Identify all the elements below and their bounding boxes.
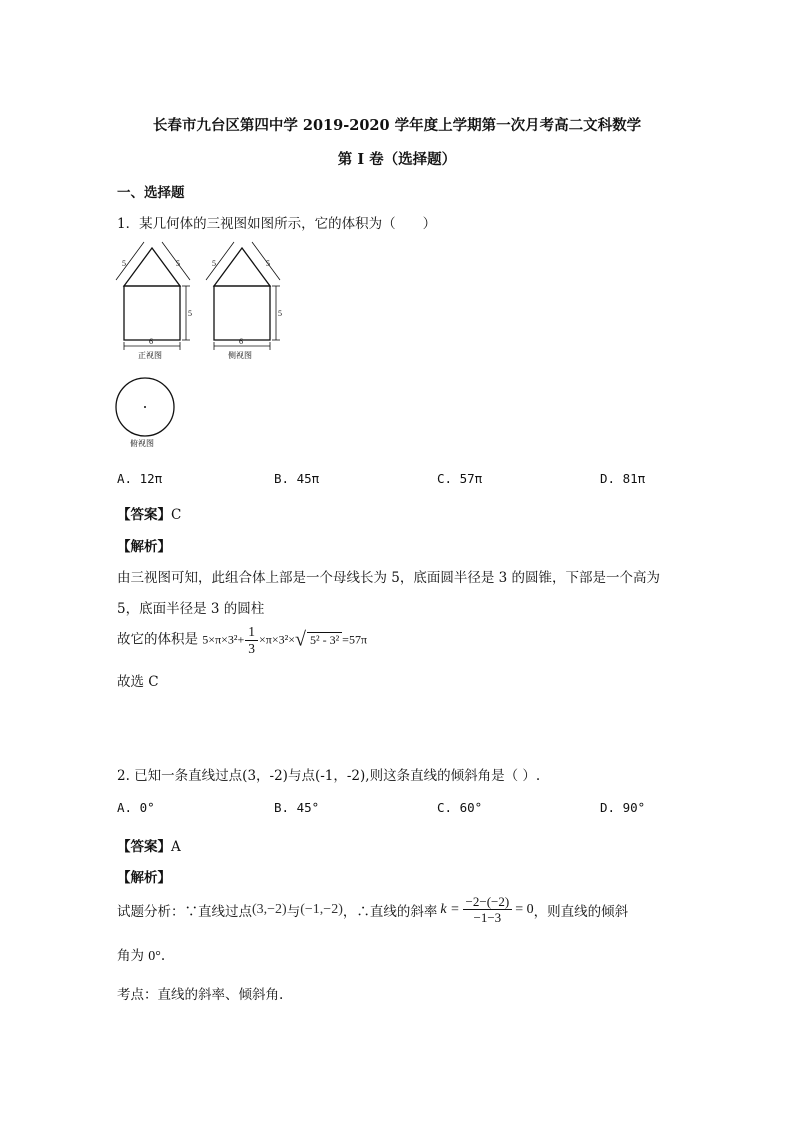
slope-numerator: −2−(−2) [463,895,513,910]
three-view-figure [112,240,292,455]
front-slant-right: 5 [176,259,180,268]
q2-stem: 2. 已知一条直线过点(3，-2)与点(-1，-2),则这条直线的倾斜角是（ ）. [117,768,541,784]
therefore-slope: ，∴直线的斜率 [342,903,438,920]
q2-analysis-line2 [117,944,165,965]
slope-fraction [463,895,513,924]
analysis-lead: 试题分析：∵直线过点 [117,903,252,920]
q2-option-b: B. 45° [274,800,320,815]
front-width: 6 [149,337,153,346]
q1-option-a: A. 12π [117,471,163,486]
side-slant-left: 5 [212,259,216,268]
q1-option-b: B. 45π [274,471,320,486]
q2-option-d: D. 90° [600,800,646,815]
document-title: 长春市九台区第四中学 2019-2020 学年度上学期第一次月考高二文科数学 [152,117,642,134]
slope-k: k = [440,901,460,917]
q2-answer-value: A [171,839,181,855]
top-view-label: 俯视图 [130,439,154,448]
q1-answer [117,503,181,523]
q1-option-d: D. 81π [600,471,646,486]
side-width: 6 [239,337,243,346]
q1-analysis-line2: 5，底面半径是 3 的圆柱 [117,601,265,617]
q2-option-a: A. 0° [117,800,155,815]
radical-sign: √ [294,628,306,651]
front-height: 5 [188,309,192,318]
angle-end: . [160,948,166,964]
part-title: 第 I 卷（选择题） [337,151,457,168]
connector-and: 与 [286,903,301,920]
q2-answer [117,835,181,855]
front-slant-left: 5 [122,259,126,268]
q1-volume-formula [117,625,367,655]
q1-option-c: C. 57π [437,471,483,486]
angle-value: 0° [148,949,161,964]
fraction-denominator: 3 [248,640,256,656]
volume-result: =57π [342,632,367,647]
q2-kaodian: 考点：直线的斜率、倾斜角. [117,987,284,1003]
slope-result: = 0 [515,901,534,917]
slope-denominator: −1−3 [473,910,502,925]
q2-answer-tag: 【答案】 [117,839,171,855]
volume-part1: 5×π×3²+ [202,632,245,647]
side-height: 5 [278,309,282,318]
front-view-label: 正视图 [138,351,162,360]
top-view [116,378,174,448]
q2-option-c: C. 60° [437,800,483,815]
volume-part2: ×π×3²× [259,632,295,647]
q1-stem: 1．某几何体的三视图如图所示，它的体积为（ ） [117,216,437,232]
angle-lead: 角为 [117,948,144,964]
q1-analysis-line1: 由三视图可知，此组合体上部是一个母线长为 5，底面圆半径是 3 的圆锥，下部是一个高为 [117,570,661,586]
q1-analysis-tag: 【解析】 [117,539,171,555]
analysis-tail: ，则直线的倾斜 [533,903,629,920]
q1-answer-value: C [171,507,182,523]
volume-prefix: 故它的体积是 [117,631,198,648]
side-view-label: 侧视图 [228,351,252,360]
fraction-numerator: 1 [245,625,258,641]
section-heading: 一、选择题 [117,185,185,201]
q2-analysis-line1 [117,895,628,924]
sqrt-content: 5² - 3² [307,632,342,647]
volume-fraction [245,625,258,655]
q1-conclusion: 故选 C [117,674,159,690]
side-slant-right: 5 [266,259,270,268]
q1-answer-tag: 【答案】 [117,507,171,523]
point-one: (3,−2) [252,901,287,917]
q2-analysis-tag: 【解析】 [117,870,171,886]
point-two: (−1,−2) [300,901,343,917]
